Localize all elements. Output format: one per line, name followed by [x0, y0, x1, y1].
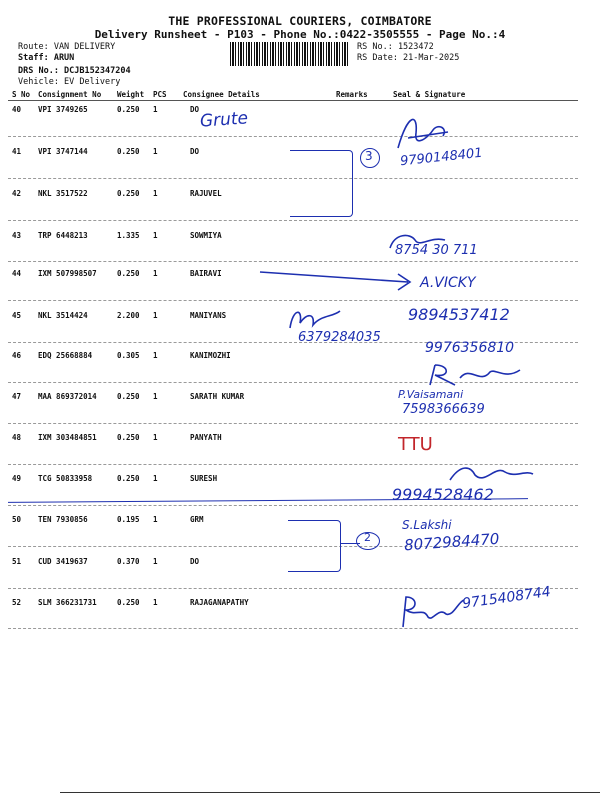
- row-consignment: SLM 366231731: [38, 598, 97, 607]
- row-pcs: 1: [153, 515, 158, 524]
- col-consignee: Consignee Details: [183, 90, 260, 99]
- row-weight: 1.335: [117, 231, 140, 240]
- row-divider: [8, 261, 578, 262]
- row-sno: 45: [12, 311, 22, 320]
- row-sno: 50: [12, 515, 22, 524]
- row-consignment: TRP 6448213: [38, 231, 88, 240]
- col-remarks: Remarks: [336, 90, 368, 99]
- row-divider: [8, 588, 578, 589]
- row-sno: 47: [12, 392, 22, 401]
- group-count: 2: [364, 531, 371, 544]
- col-pcs: PCS: [153, 90, 167, 99]
- row-weight: 0.250: [117, 105, 140, 114]
- row-sno: 44: [12, 269, 22, 278]
- table-row: [0, 433, 600, 445]
- handwritten-name: S.Lakshi: [402, 518, 452, 532]
- row-weight: 0.250: [117, 598, 140, 607]
- row-pcs: 1: [153, 598, 158, 607]
- group-bracket: [290, 150, 353, 217]
- row-pcs: 1: [153, 392, 158, 401]
- row-consignment: NKL 3514424: [38, 311, 88, 320]
- handwritten-name: A.VICKY: [420, 275, 476, 291]
- row-weight: 0.250: [117, 433, 140, 442]
- row-divider: [8, 505, 578, 506]
- row-pcs: 1: [153, 474, 158, 483]
- row-pcs: 1: [153, 351, 158, 360]
- row-sno: 40: [12, 105, 22, 114]
- col-weight: Weight: [117, 90, 145, 99]
- row-consignee: KANIMOZHI: [190, 351, 231, 360]
- row-sno: 49: [12, 474, 22, 483]
- row-consignment: EDQ 25668884: [38, 351, 93, 360]
- row-consignee: MANIYANS: [190, 311, 227, 320]
- header-divider: [8, 100, 578, 101]
- row-consignment: TEN 7930856: [38, 515, 88, 524]
- row-divider: [8, 300, 578, 301]
- runsheet-subtitle: Delivery Runsheet - P103 - Phone No.:0422-3505555 - Page No.:4: [94, 28, 506, 41]
- group-count: 3: [365, 149, 373, 163]
- row-consignment: IXM 507998507: [38, 269, 97, 278]
- row-weight: 0.250: [117, 269, 140, 278]
- handwritten-phone: 9994528462: [392, 485, 494, 504]
- rs-number: RS No.: 1523472: [357, 42, 434, 52]
- row-consignee: SOWMIYA: [190, 231, 222, 240]
- row-sno: 48: [12, 433, 22, 442]
- row-consignee: SARATH KUMAR: [190, 392, 245, 401]
- row-sno: 46: [12, 351, 22, 360]
- row-sno: 43: [12, 231, 22, 240]
- row-consignment: MAA 869372014: [38, 392, 97, 401]
- row-weight: 0.305: [117, 351, 140, 360]
- col-seal: Seal & Signature: [393, 90, 466, 99]
- vehicle-label: Vehicle: EV Delivery: [18, 77, 121, 87]
- arrow-stroke: [258, 264, 418, 294]
- row-weight: 0.250: [117, 392, 140, 401]
- drs-number: DRS No.: DCJB152347204: [18, 66, 131, 76]
- row-weight: 2.200: [117, 311, 140, 320]
- row-sno: 41: [12, 147, 22, 156]
- row-weight: 0.250: [117, 189, 140, 198]
- row-pcs: 1: [153, 311, 158, 320]
- row-sno: 42: [12, 189, 22, 198]
- table-row: [0, 231, 600, 243]
- handwritten-phone: 9715408744: [461, 583, 552, 613]
- table-row: [0, 392, 600, 404]
- row-weight: 0.370: [117, 557, 140, 566]
- col-sno: S No: [12, 90, 31, 99]
- signature-scribble: [285, 303, 345, 333]
- company-title: THE PROFESSIONAL COURIERS, COIMBATORE: [168, 14, 432, 28]
- row-weight: 0.250: [117, 474, 140, 483]
- handwritten-remark: Grute: [199, 108, 249, 132]
- row-consignment: IXM 303484851: [38, 433, 97, 442]
- row-consignee: RAJUVEL: [190, 189, 222, 198]
- row-pcs: 1: [153, 557, 158, 566]
- page-edge-line: [60, 792, 600, 793]
- handwritten-phone: 8754 30 711: [395, 243, 478, 258]
- row-consignment: TCG 50833958: [38, 474, 93, 483]
- row-consignee: DO: [190, 147, 200, 156]
- row-consignment: VPI 3749265: [38, 105, 88, 114]
- row-divider: [8, 136, 578, 137]
- signature-scribble: [398, 592, 468, 632]
- row-consignment: NKL 3517522: [38, 189, 88, 198]
- row-pcs: 1: [153, 231, 158, 240]
- route-label: Route: VAN DELIVERY: [18, 42, 116, 52]
- row-pcs: 1: [153, 147, 158, 156]
- row-consignment: VPI 3747144: [38, 147, 88, 156]
- row-consignee: RAJAGANAPATHY: [190, 598, 249, 607]
- col-consignment: Consignment No: [38, 90, 102, 99]
- handwritten-phone: 8072984470: [403, 529, 500, 555]
- handwritten-phone: 9894537412: [408, 305, 510, 324]
- row-sno: 52: [12, 598, 22, 607]
- row-consignee: SURESH: [190, 474, 218, 483]
- handwritten-phone: 7598366639: [402, 402, 485, 417]
- handwritten-remark: TTU: [398, 434, 433, 455]
- barcode: [230, 42, 350, 66]
- handwritten-name: P.Vaisamani: [398, 388, 464, 401]
- handwritten-phone: 6379284035: [298, 330, 381, 345]
- row-pcs: 1: [153, 433, 158, 442]
- row-consignment: CUD 3419637: [38, 557, 88, 566]
- row-consignee: PANYATH: [190, 433, 222, 442]
- row-sno: 51: [12, 557, 22, 566]
- row-consignee: BAIRAVI: [190, 269, 222, 278]
- row-divider: [8, 423, 578, 424]
- row-consignee: DO: [190, 105, 200, 114]
- signature-scribble: [425, 360, 525, 390]
- rs-date: RS Date: 21-Mar-2025: [357, 53, 460, 63]
- handwritten-phone: 9790148401: [399, 145, 484, 170]
- row-pcs: 1: [153, 189, 158, 198]
- row-pcs: 1: [153, 105, 158, 114]
- row-consignee: GRM: [190, 515, 204, 524]
- row-weight: 0.250: [117, 147, 140, 156]
- row-pcs: 1: [153, 269, 158, 278]
- handwritten-phone: 9976356810: [425, 340, 515, 356]
- table-row: [0, 105, 600, 117]
- row-consignee: DO: [190, 557, 200, 566]
- row-weight: 0.195: [117, 515, 140, 524]
- row-divider: [8, 628, 578, 629]
- row-divider: [8, 220, 578, 221]
- staff-label: Staff: ARUN: [18, 53, 75, 63]
- group-bracket: [288, 520, 341, 572]
